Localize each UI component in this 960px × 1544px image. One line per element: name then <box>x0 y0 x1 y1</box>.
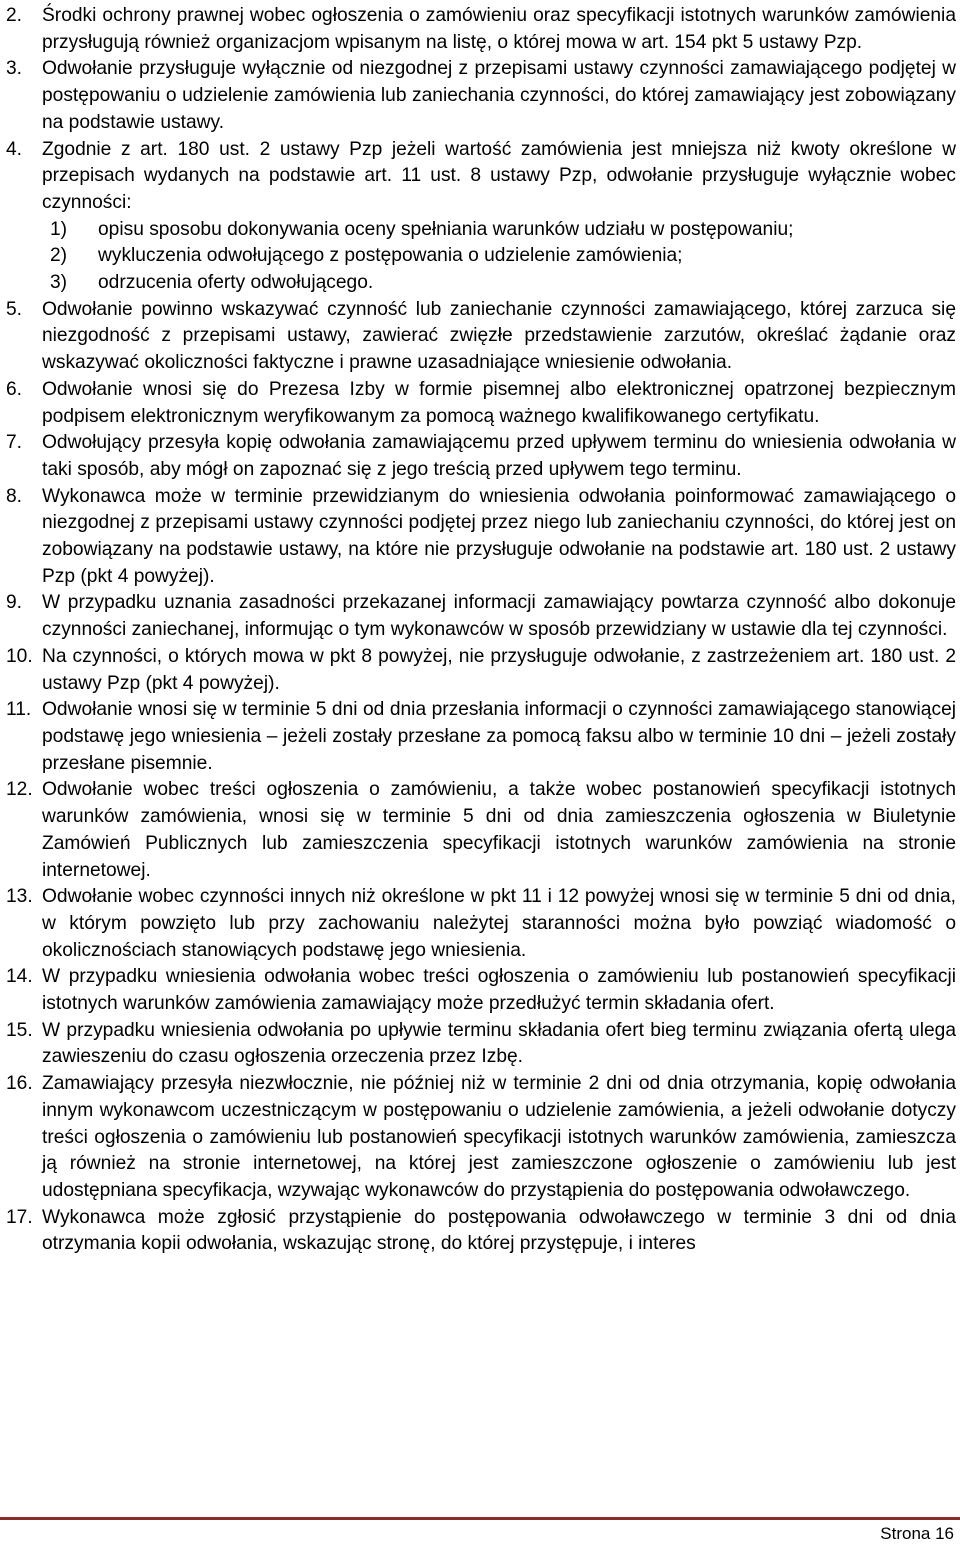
sub-item-number: 3) <box>50 272 68 294</box>
item-number: 10. <box>6 645 33 667</box>
list-item <box>6 484 956 591</box>
list-item <box>6 1018 956 1071</box>
item-text: W przypadku wniesienia odwołania wobec treści ogłoszenia o zamówieniu lub postanowień specyfikacji istotnych warunków zamówienia zamawiający może przedłużyć termin składania ofert. <box>42 966 956 1015</box>
list-item <box>6 964 956 1017</box>
item-text: W przypadku uznania zasadności przekazanej informacji zamawiający powtarza czynność albo dokonuje czynności zaniechanej, informując o tym wykonawców w sposób przewidziany w ustawie dla tej czynności. <box>42 592 956 641</box>
footer-divider <box>0 1517 960 1520</box>
item-number: 17. <box>6 1206 33 1228</box>
list-item <box>6 430 956 483</box>
item-number: 3. <box>6 58 23 80</box>
item-text: Odwołanie przysługuje wyłącznie od niezgodnej z przepisami ustawy czynności zamawiającego podjętej w postępowaniu o udzielenie zamówienia lub zaniechania czynności, do której zamawiający jest zobowiązany na podstawie ustawy. <box>42 58 956 133</box>
item-number: 5. <box>6 298 23 320</box>
item-number: 12. <box>6 779 33 801</box>
list-item <box>6 884 956 964</box>
list-item <box>6 1205 956 1258</box>
sub-item-text: odrzucenia oferty odwołującego. <box>98 272 374 294</box>
item-text: Na czynności, o których mowa w pkt 8 powyżej, nie przysługuje odwołanie, z zastrzeżeniem art. 180 ust. 2 ustawy Pzp (pkt 4 powyżej). <box>42 645 956 694</box>
sub-item-number: 1) <box>50 218 68 240</box>
sub-item-number: 2) <box>50 245 68 267</box>
sub-item-text: opisu sposobu dokonywania oceny spełniania warunków udziału w postępowaniu; <box>98 218 794 240</box>
list-item <box>6 777 956 884</box>
item-number: 6. <box>6 378 23 400</box>
item-number: 13. <box>6 886 33 908</box>
item-text: Środki ochrony prawnej wobec ogłoszenia o zamówieniu oraz specyfikacji istotnych warunków zamówienia przysługują również organizacjom wpisanym na listę, o której mowa w art. 154 pkt 5 ustawy Pzp. <box>42 5 956 53</box>
list-item <box>6 697 956 777</box>
list-item <box>6 644 956 697</box>
sub-item-text: wykluczenia odwołującego z postępowania o udzielenie zamówienia; <box>98 245 683 267</box>
sub-list-item <box>50 243 956 270</box>
item-number: 2. <box>6 5 23 26</box>
item-number: 15. <box>6 1019 33 1041</box>
list-item <box>6 1071 956 1205</box>
item-text: Odwołanie wobec treści ogłoszenia o zamówieniu, a także wobec postanowień specyfikacji istotnych warunków zamówienia, wnosi się w terminie 5 dni od dnia zamieszczenia ogłoszenia w Biuletynie Zamówień Publicznych lub zamieszczenia specyfikacji istotnych warunków zamówienia na stronie internetowej. <box>42 779 956 881</box>
list-item <box>6 56 956 136</box>
item-text: Odwołanie wobec czynności innych niż określone w pkt 11 i 12 powyżej wnosi się w terminie 5 dni od dnia, w którym powzięto lub przy zachowaniu należytej staranności można było powziąć wiadomość o okolicznościach stanowiących podstawę jego wniesienia. <box>42 886 956 961</box>
item-number: 7. <box>6 432 23 454</box>
item-text: Odwołanie powinno wskazywać czynność lub zaniechanie czynności zamawiającego, której zarzuca się niezgodność z przepisami ustawy, zawierać zwięzłe przedstawienie zarzutów, określać żądanie oraz wskazywać okoliczności faktyczne i prawne uzasadniające wniesienie odwołania. <box>42 298 956 374</box>
item-number: 11. <box>6 699 32 721</box>
document-body <box>6 3 956 1258</box>
item-text: Wykonawca może w terminie przewidzianym do wniesienia odwołania poinformować zamawiającego o niezgodnej z przepisami ustawy czynności podjętej przez niego lub zaniechaniu czynności, do której jest on zobowiązany na podstawie ustawy, na które nie przysługuje odwołanie na podstawie art. 180 ust. 2 ustawy Pzp (pkt 4 powyżej). <box>42 485 956 587</box>
item-text: Odwołanie wnosi się do Prezesa Izby w formie pisemnej albo elektronicznej opatrzonej bezpiecznym podpisem elektronicznym weryfikowanym za pomocą ważnego kwalifikowanego certyfikatu. <box>42 378 956 427</box>
item-text: W przypadku wniesienia odwołania po upływie terminu składania ofert bieg terminu związania ofertą ulega zawieszeniu do czasu ogłoszenia orzeczenia przez Izbę. <box>42 1019 956 1068</box>
list-item <box>6 137 956 297</box>
item-number: 9. <box>6 592 23 614</box>
item-text: Odwołujący przesyła kopię odwołania zamawiającemu przed upływem terminu do wniesienia odwołania w taki sposób, aby mógł on zapoznać się z jego treścią przed upływem tego terminu. <box>42 432 956 480</box>
sub-list-item <box>50 217 956 244</box>
item-text: Odwołanie wnosi się w terminie 5 dni od dnia przesłania informacji o czynności zamawiającego stanowiącej podstawę jego wniesienia – jeżeli zostały przesłane za pomocą faksu albo w terminie 10 dni – jeżeli zostały przesłane pisemnie. <box>42 699 956 774</box>
page-number: Strona 16 <box>880 1524 954 1543</box>
item-number: 14. <box>6 966 33 988</box>
list-item <box>6 590 956 643</box>
item-text: Zgodnie z art. 180 ust. 2 ustawy Pzp jeżeli wartość zamówienia jest mniejsza niż kwoty określone w przepisach wydanych na podstawie art. 11 ust. 8 ustawy Pzp, odwołanie przysługuje wyłącznie wobec czynności: <box>42 138 956 213</box>
list-item <box>6 377 956 430</box>
list-item <box>6 297 956 377</box>
item-text: Wykonawca może zgłosić przystąpienie do postępowania odwoławczego w terminie 3 dni od dnia otrzymania kopii odwołania, wskazując stronę, do której przystępuje, i interes <box>42 1206 956 1255</box>
item-number: 8. <box>6 485 23 507</box>
list-item <box>6 3 956 56</box>
item-number: 16. <box>6 1073 33 1095</box>
item-number: 4. <box>6 138 23 160</box>
item-text: Zamawiający przesyła niezwłocznie, nie później niż w terminie 2 dni od dnia otrzymania, kopię odwołania innym wykonawcom uczestniczącym w postępowaniu o udzielenie zamówienia, a jeżeli odwołanie dotyczy treści ogłoszenia o zamówieniu lub postanowień specyfikacji istotnych warunków zamówienia, zamieszcza ją również na stronie internetowej, na której jest zamieszczone ogłoszenie o zamówieniu lub jest udostępniana specyfikacja, wzywając wykonawców do przystąpienia do postępowania odwoławczego. <box>42 1073 956 1201</box>
sub-list-item <box>50 270 956 297</box>
